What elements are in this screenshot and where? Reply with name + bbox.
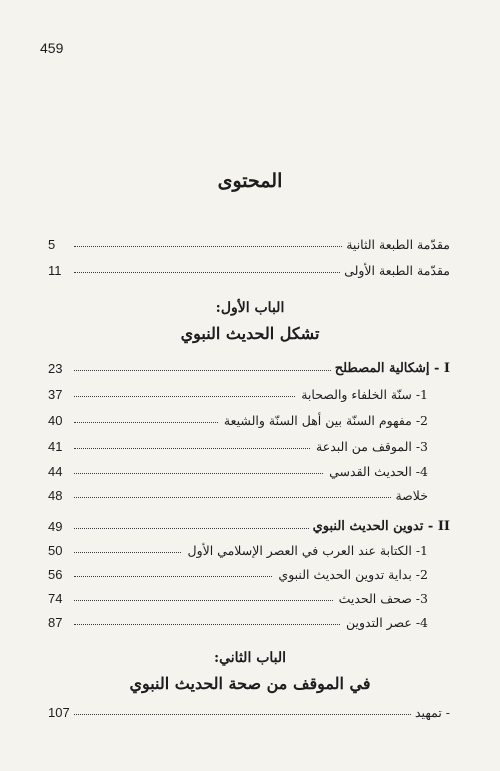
toc-entry-label: خلاصة	[395, 488, 428, 503]
toc-entry-label: مقدّمة الطبعة الثانية	[346, 237, 450, 252]
toc-entry	[48, 457, 450, 479]
page-number: 459	[40, 40, 64, 56]
dot-leader	[74, 473, 323, 474]
toc-entry-page: 74	[48, 591, 63, 606]
toc-entry-page: 41	[48, 439, 63, 454]
dot-leader	[74, 272, 340, 273]
toc-entry-label: 2- مفهوم السنّة بين أهل السنّة والشيعة	[223, 413, 428, 428]
toc-entry-page: 44	[48, 464, 63, 479]
toc-entry-page: 40	[48, 413, 63, 428]
part1-title: تشكل الحديث النبوي	[180, 324, 320, 343]
dot-leader	[74, 552, 181, 553]
toc-entry-page: 49	[48, 519, 63, 534]
toc-entry-page: 5	[48, 237, 56, 252]
toc-entry	[48, 608, 450, 630]
toc-entry	[48, 432, 450, 454]
toc-entry-page: 50	[48, 543, 63, 558]
toc-entry-label: 4- عصر التدوين	[346, 615, 428, 630]
toc-title: المحتوى	[217, 170, 283, 192]
toc-entry-preface-second	[48, 230, 450, 252]
dot-leader	[74, 448, 310, 449]
toc-entry-page: 11	[48, 263, 62, 278]
toc-entry-page: 23	[48, 361, 63, 376]
toc-entry-page: 87	[48, 615, 63, 630]
toc-entry-label: 3- صحف الحديث	[338, 591, 428, 606]
dot-leader	[74, 600, 333, 601]
toc-entry-label: 1- الكتابة عند العرب في العصر الإسلامي الأول	[187, 543, 428, 558]
toc-entry-label: 3- الموقف من البدعة	[316, 439, 428, 454]
dot-leader	[74, 370, 331, 371]
toc-entry-page: 48	[48, 488, 63, 503]
dot-leader	[74, 576, 272, 577]
toc-entry-summary	[48, 481, 450, 503]
dot-leader	[74, 422, 218, 423]
toc-chapter-label: I - إشكالية المصطلح	[334, 361, 450, 376]
toc-chapter-2	[48, 512, 450, 534]
toc-entry-page: 37	[48, 387, 63, 402]
toc-entry-label: 4- الحديث القدسي	[329, 464, 428, 479]
dot-leader	[74, 497, 391, 498]
dot-leader	[74, 624, 340, 625]
part2-label: الباب الثاني:	[213, 650, 287, 666]
toc-entry	[48, 584, 450, 606]
toc-entry	[48, 536, 450, 558]
dot-leader	[74, 246, 342, 247]
toc-entry	[48, 406, 450, 428]
toc-entry-label: - تمهيد	[415, 705, 450, 720]
dot-leader	[74, 714, 411, 715]
part1-label: الباب الأول:	[215, 300, 285, 316]
toc-entry-page: 107	[48, 705, 70, 720]
toc-chapter-label: II - تدوين الحديث النبوي	[312, 519, 450, 534]
toc-entry	[48, 560, 450, 582]
toc-entry-preface-first	[48, 256, 450, 278]
toc-entry-label: 1- سنّة الخلفاء والصحابة	[301, 387, 428, 402]
dot-leader	[74, 396, 295, 397]
toc-entry-label: مقدّمة الطبعة الأولى	[344, 263, 450, 278]
toc-entry-page: 56	[48, 567, 63, 582]
toc-entry-intro	[48, 698, 450, 720]
toc-chapter-1	[48, 354, 450, 376]
dot-leader	[74, 528, 309, 529]
toc-entry-label: 2- بداية تدوين الحديث النبوي	[278, 567, 428, 582]
toc-entry	[48, 380, 450, 402]
part2-title: في الموقف من صحة الحديث النبوي	[129, 674, 371, 693]
